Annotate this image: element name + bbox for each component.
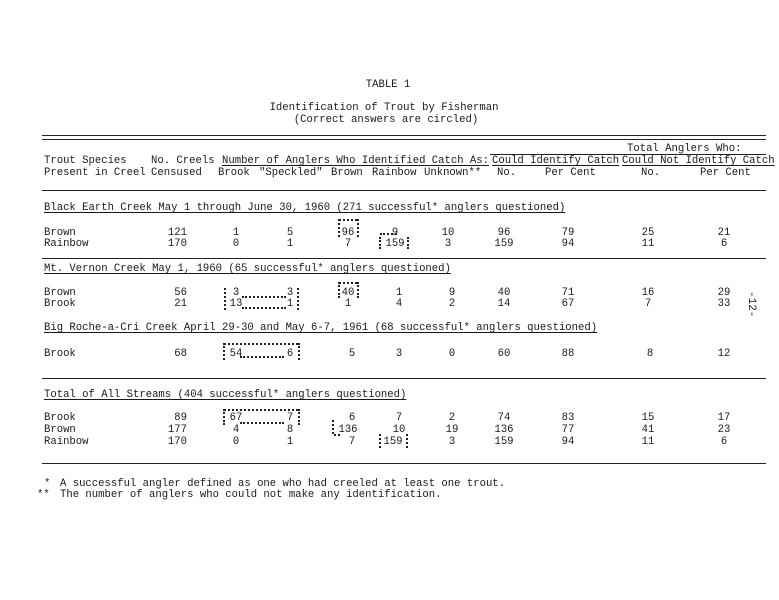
- cell-speckled: 1: [286, 298, 294, 310]
- page-number: -12-: [745, 291, 757, 318]
- circle-mark: [240, 356, 284, 358]
- cell-could-no: 74: [497, 412, 511, 424]
- circle-mark: [223, 343, 225, 360]
- header-brook: Brook: [218, 167, 250, 179]
- cell-speckled: 6: [286, 348, 294, 360]
- header-species-1: Trout Species: [44, 155, 127, 167]
- cell-could-pct: 79: [561, 227, 575, 239]
- cell-unknown: 3: [448, 436, 456, 448]
- footnote-mark-1: *: [44, 478, 51, 490]
- section-heading-mt-vernon: Mt. Vernon Creek May 1, 1960 (65 successful* anglers questioned): [44, 263, 451, 275]
- cell-brown: 1: [344, 298, 352, 310]
- cell-rainbow: 7: [395, 412, 403, 424]
- header-could-pct: Per Cent: [545, 167, 596, 179]
- cell-creels: 89: [174, 412, 187, 424]
- cell-brown: 7: [344, 238, 352, 250]
- cell-creels: 170: [167, 238, 187, 250]
- bottom-rule: [42, 463, 766, 464]
- cell-brown: 136: [338, 424, 358, 436]
- cell-speckled: 3: [286, 287, 294, 299]
- cell-could-pct: 94: [561, 238, 575, 250]
- circle-mark: [224, 409, 298, 411]
- cell-rainbow: 1: [395, 287, 403, 299]
- cell-could-pct: 88: [561, 348, 575, 360]
- cell-creels: 177: [167, 424, 187, 436]
- cell-could-no: 14: [497, 298, 511, 310]
- cell-speckled: 5: [286, 227, 294, 239]
- cell-rainbow: 9: [391, 227, 399, 239]
- cell-could-no: 96: [497, 227, 511, 239]
- header-could-identify: Could Identify Catch: [492, 155, 620, 167]
- header-rainbow: Rainbow: [372, 167, 417, 179]
- cell-unknown: 2: [448, 412, 456, 424]
- header-number-identified: Number of Anglers Who Identified Catch As:: [222, 155, 490, 167]
- cell-brown: 5: [348, 348, 356, 360]
- header-creels-2: Censused: [151, 167, 202, 179]
- circle-mark: [338, 282, 340, 298]
- cell-rainbow: 10: [392, 424, 406, 436]
- cell-species: Rainbow: [44, 436, 89, 448]
- circle-mark: [357, 219, 359, 237]
- circle-mark: [240, 422, 284, 424]
- cell-not-pct: 12: [717, 348, 731, 360]
- circle-mark: [339, 282, 357, 284]
- cell-brook: 1: [232, 227, 240, 239]
- cell-not-no: 11: [641, 238, 655, 250]
- circle-mark: [298, 343, 300, 360]
- header-could-not-identify: Could Not Identify Catch: [622, 155, 775, 167]
- cell-could-pct: 67: [561, 298, 575, 310]
- section-heading-total: Total of All Streams (404 successful* anglers questioned): [44, 389, 407, 401]
- cell-speckled: 1: [286, 238, 294, 250]
- top-rule-lower: [42, 139, 766, 140]
- circle-mark: [338, 219, 340, 237]
- cell-creels: 68: [174, 348, 187, 360]
- cell-not-no: 7: [644, 298, 652, 310]
- cell-unknown: 19: [445, 424, 459, 436]
- circle-mark: [379, 434, 381, 448]
- cell-creels: 121: [167, 227, 187, 239]
- cell-unknown: 10: [441, 227, 455, 239]
- cell-not-no: 16: [641, 287, 655, 299]
- cell-brown: 6: [348, 412, 356, 424]
- section-heading-black-earth: Black Earth Creek May 1 through June 30, 1960 (271 successful* anglers questioned): [44, 202, 566, 214]
- cell-could-pct: 83: [561, 412, 575, 424]
- cell-could-pct: 77: [561, 424, 575, 436]
- table-title: Identification of Trout by Fisherman: [269, 102, 499, 114]
- cell-unknown: 3: [444, 238, 452, 250]
- circle-mark: [407, 237, 409, 249]
- cell-could-pct: 94: [561, 436, 575, 448]
- cell-rainbow: 4: [395, 298, 403, 310]
- cell-brown: 7: [348, 436, 356, 448]
- cell-species: Brown: [44, 227, 76, 239]
- section-rule: [42, 378, 766, 379]
- section-heading-big-roche: Big Roche-a-Cri Creek April 29-30 and May 6-7, 1961 (68 successful* anglers questioned): [44, 322, 598, 334]
- footnote-mark-2: **: [37, 489, 50, 501]
- cell-could-no: 159: [494, 436, 514, 448]
- cell-not-pct: 29: [717, 287, 731, 299]
- circle-mark: [339, 219, 357, 221]
- cell-speckled: 1: [286, 436, 294, 448]
- cell-unknown: 9: [448, 287, 456, 299]
- top-rule-upper: [42, 135, 766, 136]
- circle-mark: [379, 237, 381, 249]
- header-creels-1: No. Creels: [151, 155, 215, 167]
- circle-mark: [357, 282, 359, 298]
- cell-rainbow: 3: [395, 348, 403, 360]
- header-species-2: Present in Creel: [44, 167, 146, 179]
- circle-mark: [334, 434, 340, 436]
- cell-could-no: 159: [494, 238, 514, 250]
- cell-could-pct: 71: [561, 287, 575, 299]
- cell-not-no: 15: [641, 412, 655, 424]
- cell-rainbow: 159: [383, 436, 403, 448]
- circle-mark: [224, 288, 226, 310]
- cell-could-no: 136: [494, 424, 514, 436]
- cell-not-pct: 23: [717, 424, 731, 436]
- cell-brook: 3: [232, 287, 240, 299]
- cell-species: Brown: [44, 287, 76, 299]
- cell-not-pct: 6: [720, 238, 728, 250]
- cell-species: Brown: [44, 424, 76, 436]
- table-subtitle: (Correct answers are circled): [293, 114, 479, 126]
- cell-not-pct: 21: [717, 227, 731, 239]
- cell-not-pct: 33: [717, 298, 731, 310]
- header-speckled: "Speckled": [259, 167, 323, 179]
- cell-species: Rainbow: [44, 238, 89, 250]
- footnote-text-1: A successful angler defined as one who had creeled at least one trout.: [60, 478, 506, 490]
- cell-species: Brook: [44, 412, 76, 424]
- cell-species: Brook: [44, 298, 76, 310]
- cell-brown: 96: [341, 227, 355, 239]
- header-unknown: Unknown**: [424, 167, 482, 179]
- section-rule: [42, 258, 766, 259]
- cell-brown: 40: [341, 287, 355, 299]
- cell-brook: 4: [232, 424, 240, 436]
- cell-brook: 13: [229, 298, 243, 310]
- circle-mark: [224, 343, 298, 345]
- cell-speckled: 8: [286, 424, 294, 436]
- cell-brook: 67: [229, 412, 243, 424]
- cell-creels: 170: [167, 436, 187, 448]
- circle-mark: [380, 233, 397, 235]
- header-could-no: No.: [497, 167, 517, 179]
- header-rule: [42, 190, 766, 191]
- circle-mark: [332, 420, 334, 434]
- table-label: TABLE 1: [365, 79, 411, 91]
- cell-not-pct: 17: [717, 412, 731, 424]
- cell-not-no: 8: [646, 348, 654, 360]
- footnote-text-2: The number of anglers who could not make any identification.: [60, 489, 442, 501]
- cell-rainbow: 159: [385, 238, 405, 250]
- header-total-anglers: Total Anglers Who:: [627, 143, 742, 155]
- header-not-pct: Per Cent: [700, 167, 751, 179]
- cell-could-no: 60: [497, 348, 511, 360]
- circle-mark: [406, 434, 408, 448]
- cell-brook: 54: [229, 348, 243, 360]
- cell-brook: 0: [232, 238, 240, 250]
- circle-mark: [223, 409, 225, 425]
- cell-not-no: 11: [641, 436, 655, 448]
- circle-mark: [242, 307, 286, 309]
- circle-mark: [242, 296, 286, 298]
- cell-unknown: 0: [448, 348, 456, 360]
- cell-species: Brook: [44, 348, 76, 360]
- cell-speckled: 7: [286, 412, 294, 424]
- cell-could-no: 40: [497, 287, 511, 299]
- cell-not-no: 41: [641, 424, 655, 436]
- circle-mark: [297, 288, 299, 310]
- cell-unknown: 2: [448, 298, 456, 310]
- cell-not-pct: 6: [720, 436, 728, 448]
- header-brown: Brown: [331, 167, 363, 179]
- circle-mark: [298, 409, 300, 425]
- cell-creels: 56: [174, 287, 187, 299]
- header-not-no: No.: [641, 167, 661, 179]
- cell-not-no: 25: [641, 227, 655, 239]
- cell-creels: 21: [174, 298, 187, 310]
- cell-brook: 0: [232, 436, 240, 448]
